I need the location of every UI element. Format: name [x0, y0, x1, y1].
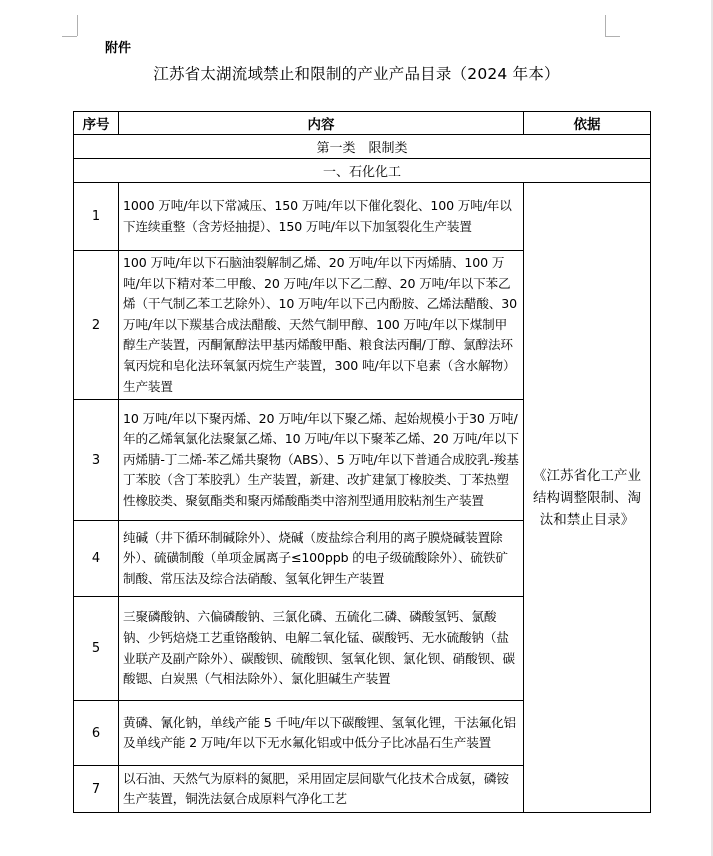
margin-corner-mark — [605, 15, 606, 36]
row-content: 黄磷、氰化钠，单线产能 5 千吨/年以下碳酸锂、氢氧化锂，干法氟化铝及单线产能 2 万吨/年以下无水氟化铝或中低分子比冰晶石生产装置 — [119, 701, 524, 766]
header-number: 序号 — [74, 112, 119, 135]
row-content: 纯碱（井下循环制碱除外）、烧碱（废盐综合利用的离子膜烧碱装置除外）、硫磺制酸（单项金属离子≤100ppb 的电子级硫酸除外）、硫铁矿制酸、常压法及综合法硝酸、氢氧化钾生产装置 — [119, 521, 524, 597]
row-content: 三聚磷酸钠、六偏磷酸钠、三氯化磷、五硫化二磷、磷酸氢钙、氯酸钠、少钙焙烧工艺重铬酸钠、电解二氧化锰、碳酸钙、无水硫酸钠（盐业联产及副产除外）、碳酸钡、硫酸钡、氢氧化钡、氯化钡、硝酸钡、碳酸锶、白炭黑（气相法除外）、氯化胆碱生产装置 — [119, 597, 524, 701]
attachment-label: 附件 — [105, 41, 132, 56]
margin-corner-mark — [77, 15, 78, 36]
row-number: 2 — [74, 251, 119, 400]
row-content: 1000 万吨/年以下常减压、150 万吨/年以下催化裂化、100 万吨/年以下连续重整（含芳烃抽提）、150 万吨/年以下加氢裂化生产装置 — [119, 183, 524, 251]
row-content: 10 万吨/年以下聚丙烯、20 万吨/年以下聚乙烯、起始规模小于30 万吨/年的乙烯氧氯化法聚氯乙烯、10 万吨/年以下聚苯乙烯、20 万吨/年以下丙烯腈-丁二烯-苯乙烯共聚物（ABS）、5 万吨/年以下普通合成胶乳-羧基丁苯胶（含丁苯胶乳）生产装置，新建、改扩建氯丁橡胶类、丁苯热塑性橡胶类、聚氨酯类和聚丙烯酸酯类中溶剂型通用胶粘剂生产装置 — [119, 400, 524, 521]
section-row — [74, 159, 651, 183]
row-content: 100 万吨/年以下石脑油裂解制乙烯、20 万吨/年以下丙烯腈、100 万吨/年以下精对苯二甲酸、20 万吨/年以下乙二醇、20 万吨/年以下苯乙烯（干气制乙苯工艺除外）、10 万吨/年以下己内酚胺、乙烯法醋酸、30 万吨/年以下羰基合成法醋酸、天然气制甲醇、100 万吨/年以下煤制甲醇生产装置，丙酮氰醇法甲基丙烯酸甲酯、粮食法丙酮/丁醇、氯醇法环氧丙烷和皂化法环氧氯丙烷生产装置，300 吨/年以下皂素（含水解物）生产装置 — [119, 251, 524, 400]
row-number: 3 — [74, 400, 119, 521]
category-heading: 第一类 限制类 — [74, 135, 651, 159]
basis-cell: 《江苏省化工产业结构调整限制、淘汰和禁止目录》 — [524, 183, 651, 813]
row-content: 以石油、天然气为原料的氮肥，采用固定层间歇气化技术合成氨，磷铵生产装置，铜洗法氨合成原料气净化工艺 — [119, 766, 524, 813]
document-title: 江苏省太湖流域禁止和限制的产业产品目录（2024 年本） — [153, 65, 560, 83]
header-basis: 依据 — [524, 112, 651, 135]
margin-corner-mark — [62, 36, 77, 37]
row-number: 1 — [74, 183, 119, 251]
table-header-row — [74, 112, 651, 135]
row-number: 5 — [74, 597, 119, 701]
catalog-table — [73, 111, 651, 813]
header-content: 内容 — [119, 112, 524, 135]
row-number: 6 — [74, 701, 119, 766]
category-row — [74, 135, 651, 159]
row-number: 4 — [74, 521, 119, 597]
table-row — [74, 183, 651, 251]
margin-corner-mark — [605, 36, 620, 37]
section-heading: 一、石化化工 — [74, 159, 651, 183]
row-number: 7 — [74, 766, 119, 813]
